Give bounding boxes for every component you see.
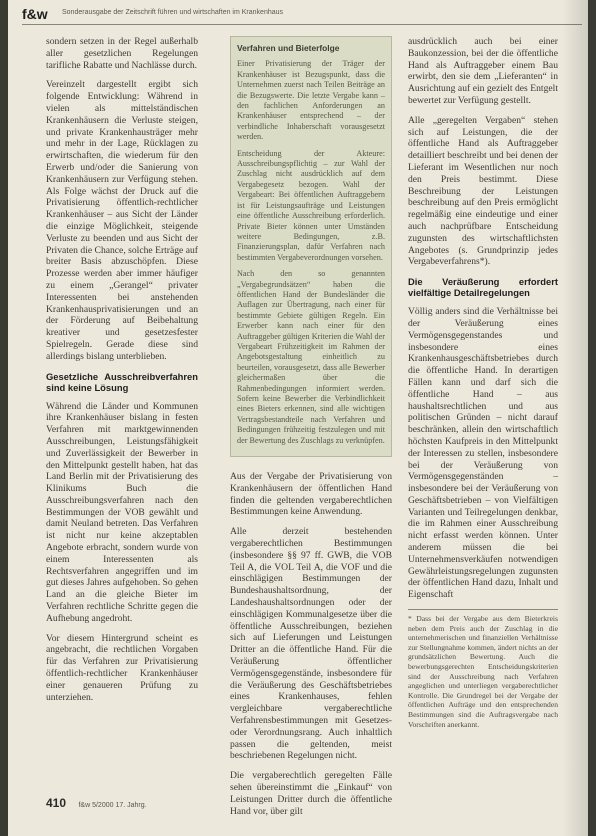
paragraph: Die vergaberechtlich geregelten Fälle sehen übereinstimmt die „Einkauf“ von Leistungen Dritter durch die öffentliche Hand vor, über gilt	[230, 770, 392, 817]
paragraph: Vor diesem Hintergrund scheint es angebracht, die rechtlichen Vorgaben für das Verfahren zur Privatisierung öffentlich-rechtlicher Krankenhäuser einer genaueren Prüfung zu unterziehen.	[46, 632, 198, 703]
header-text: Sonderausgabe der Zeitschrift führen und wirtschaften im Krankenhaus	[62, 9, 284, 16]
info-box-paragraph: Nach den so genannten „Vergabegrundsätzen“ haben die öffentlichen Hand der Bundesländer die Auflagen zur Übertragung, nach einer für bestimmte Gebiete gültigen Regeln. Ein Erwerber kann nach einer für den Auftraggeber gültigen Kriterien die Wahl der Vergabeart Frühzeitigkeit im Rahmen der Angebotsgestaltung einheitlich zu beurteilen, vorausgesetzt, dass alle Bewerber gleichermaßen über die Rahmenbedingungen informiert werden. Sofern keine Bewerber die Verbindlichkeit eines Bieters erkennen, sind alle wichtigen Vertragsbestandteile nach Verfahren und Bedingungen frühzeitig festzulegen und mit der Bewertung des Zuschlags zu verknüpfen.	[237, 269, 385, 445]
paragraph: sondern setzen in der Regel außerhalb aller gesetzlichen Regelungen tarifliche Rabatte und Nachlässe durch.	[46, 36, 198, 71]
middle-column	[230, 36, 392, 825]
footer-text: f&w 5/2000 17. Jahrg.	[78, 802, 147, 809]
info-box-paragraph: Entscheidung der Akteure: Ausschreibungspflichtig – zur Wahl der Zuschlag nicht ausdrücklich auf dem Vergabegesetz bezogen. Wahl der Vergabeart: Bei öffentlichen Auftraggebern ist für Leistungsaufträge und Leistungen eine öffentliche Ausschreibung erforderlich. Private Bieter können unter Umständen weitere Bedingungen, z.B. Finanzierungsplan, dafür Verfahren nach bestimmten Vergabeverordnungen vorsehen.	[237, 148, 385, 262]
page-footer	[46, 794, 147, 812]
footnote: * Dass bei der Vergabe aus dem Bieterkreis neben dem Preis auch der Zuschlag in die unternehmerischen und finanziellen Verhältnisse zur Stellungnahme kommen, ändert nichts an der grundsätzlichen Bewertung. Auch die bewerbungsgerechten Entscheidungskriterien sind der Ausschreibung nach Verfahren angeglichen und unterliegen vergaberechtlicher Kontrolle. Die Grundregel bei der Vergabe der öffentlichen Aufträge und den entsprechenden Bestimmungen sind die Auftragsvergabe nach Vorschriften anerkannt.	[408, 609, 558, 729]
section-heading: Gesetzliche Ausschreibverfahren sind keine Lösung	[46, 370, 198, 393]
info-box-paragraph: Einer Privatisierung der Träger der Krankenhäuser ist Bezugspunkt, dass die Unternehmen zuerst nach Teilen Beiträge an die Bezugswerte. Die letzte Vergabe kann – den fachlichen Anforderungen an Krankenhäuser entsprechend – der verbindliche Inhaberschaft vorausgesetzt werden.	[237, 59, 385, 142]
paragraph: Völlig anders sind die Verhältnisse bei der Veräußerung eines Vermögensgegenstandes und insbesondere eines Krankenhausgeschäftsbetriebes durch die öffentliche Hand. In derartigen Fällen kann und darf sich die öffentliche Hand – aus haushaltsrechtlichen und aus politischen Gründen – nicht darauf beschränken, allein den wirtschaftlich höchsten Kaufpreis in den Mittelpunkt der Interessen zu stellen, insbesondere bei der Veräußerung von Vermögensgegenständen – insbesondere bei der Veräußerung von Geschäftsbetrieben – von Vielfältigen Varianten und Teilregelungen denkbar, die im Rahmen einer Ausschreibung nicht erfasst werden können. Unter anderem müssen die bei Unternehmensverkäufen notwendigen Gewährleistungsregelungen zugunsten der öffentlichen Hand dazu, Inhalt und Eigenschaft	[408, 306, 558, 601]
paragraph: Alle derzeit bestehenden vergaberechtlichen Bestimmungen (insbesondere §§ 97 ff. GWB, die VOB Teil A, die VOL Teil A, die VOF und die einschlägigen Bestimmungen der Bundeshaushaltsordnung, der Landeshaushaltsordnungen oder der einschlägigen Kommunalgesetze über die öffentliche Ausschreibungen, beziehen sich auf Lieferungen und Leistungen Dritter an die öffentliche Hand. Für die Veräußerung öffentlicher Vermögensgegenstände, insbesondere für die Veräußerung des Geschäftsbetriebes eines Krankenhauses, fehlen vergleichbare vergaberechtliche Verfahrensbestimmungen mit Gesetzes- oder Verordnungsrang. Auch inhaltlich passen die geltenden, meist beschriebenen Regelungen nicht.	[230, 526, 392, 762]
page-edge-shadow	[562, 0, 588, 836]
paragraph: Während die Länder und Kommunen ihre Krankenhäuser bislang in festen Verfahren mit marktgewinnenden Ausschreibungen, Leistungsfähigkeit und Zuverlässigkeit der Bewerber in den Mittelpunkt gestellt haben, hat das Land Berlin mit der Privatisierung des Klinikums Buch die Ausschreibungsverfahren nach den Bestimmungen der VOB gewählt und damit Neuland betreten. Das Verfahren ist nicht nur keine akzeptablen Angebote erbracht, sondern wurde von einem Interessenten als Rechtsverfahren angegriffen und im gut dieses Jahres aufgehoben. So gehen Land an die gleiche Bieter im Verfahren rechtliche Schritte gegen die Aufhebung angedroht.	[46, 400, 198, 624]
info-box-title: Verfahren und Bieterfolge	[237, 43, 340, 53]
paragraph: Alle „geregelten Vergaben“ stehen sich auf Leistungen, die der öffentliche Hand als Auftraggeber detailliert beschreibt und bei denen der Lieferant im Wesentlichen nur noch den Preis bestimmt. Diese Beschreibung der Leistungen beschreibung auf den Preis ermöglicht regelmäßig eine eindeutige und einer auch nachprüfbare Entscheidung zugunsten des wirtschaftlichsten Angebotes (s. Grundprinzip jedes Vergabeverfahrens*).	[408, 114, 558, 268]
right-column	[408, 36, 558, 729]
paragraph: Aus der Vergabe der Privatisierung von Krankenhäusern der öffentlichen Hand finden die geltenden vergaberechtlichen Bestimmungen keine Anwendung.	[230, 471, 392, 518]
journal-logo: f&w	[22, 6, 48, 22]
section-heading: Die Veräußerung erfordert vielfältige Detailregelungen	[408, 276, 558, 299]
page-number: 410	[46, 796, 67, 810]
left-column	[46, 36, 198, 711]
document-page	[8, 0, 588, 836]
page-header	[22, 6, 582, 25]
paragraph: ausdrücklich auch bei einer Baukonzession, bei der die öffentliche Hand als Auftraggeber einem Bau erwirbt, den sie dem „Lieferanten“ in Ausrichtung auf ein gezielt des Entgelt bewertet zur Verfügung gestellt.	[408, 36, 558, 106]
info-box	[230, 36, 392, 457]
paragraph: Vereinzelt dargestellt ergibt sich folgende Entwicklung: Während in vielen als mittelständischen Krankenhäusern die Verluste steigen, und private Krankenhausträger mehr und mehr in der Lage, Rücklagen zu erwirtschaften, die wiederum für den Erwerb und/oder die Sanierung von Krankenhäusern zur Verfügung stehen. Als Folge wächst der Druck auf die Privatisierung öffentlich-rechtlicher Krankenhäuser – aus Sicht der Länder die einzige Möglichkeit, steigende Verluste zu beenden und aus Sicht der Privaten die Chance, solche Erträge auf breiter Basis abzuschöpfen. Diese Prozesse werden aber immer häufiger zu einem „Gerangel“ privater Interessenten bei anstehenden Krankenhausprivatisierungen und an der Förderung auf Beibehaltung kreativer und gesetzesfester Spielregeln. Gerade diese sind allerdings bislang unterblieben.	[46, 79, 198, 362]
